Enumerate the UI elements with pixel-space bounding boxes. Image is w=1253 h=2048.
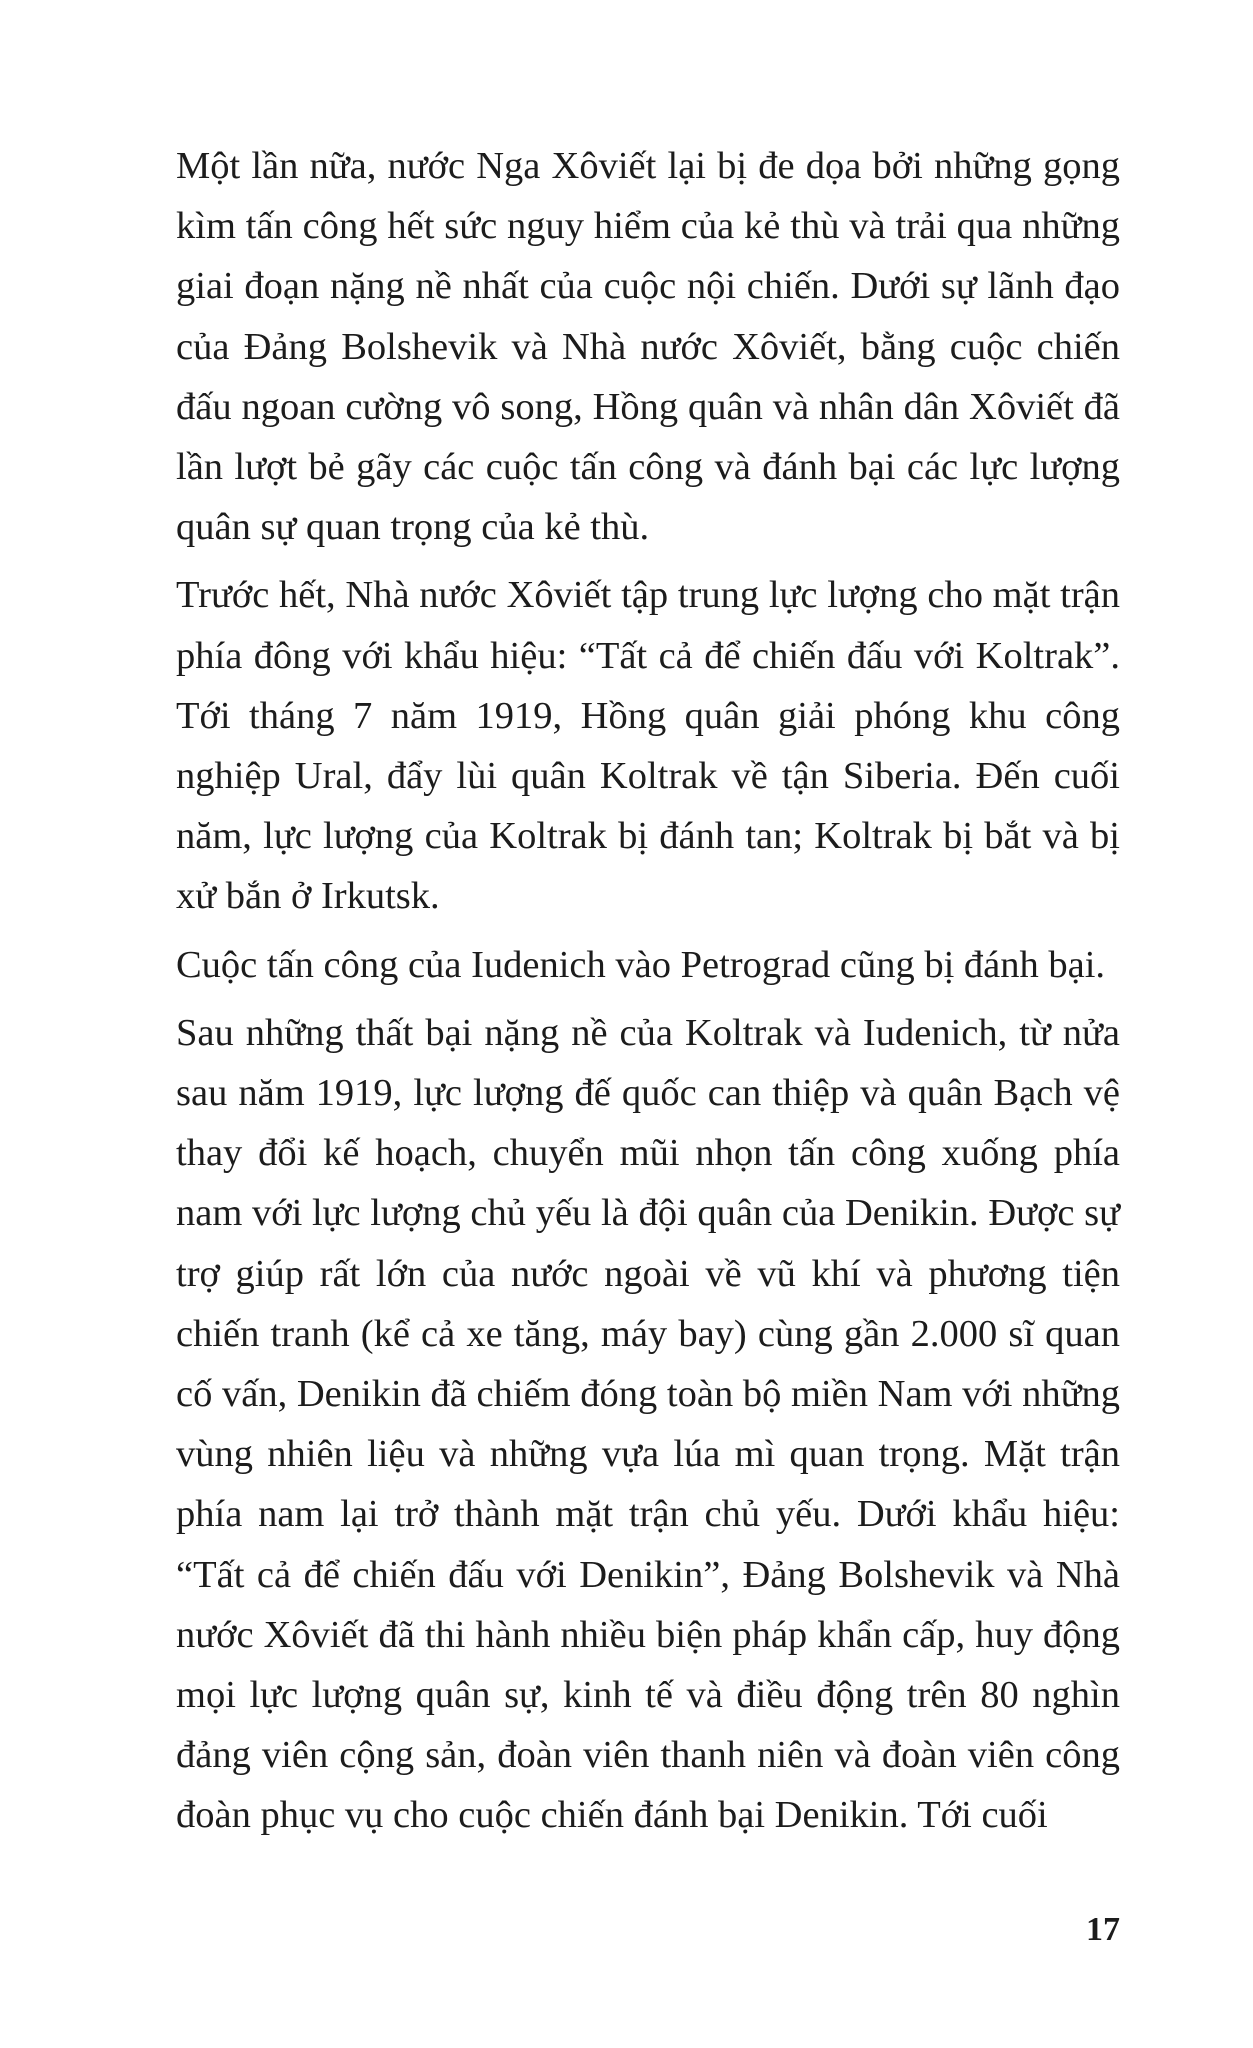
body-text — [176, 136, 1120, 1854]
paragraph-4: Sau những thất bại nặng nề của Koltrak và Iudenich, từ nửa sau năm 1919, lực lượng đế quốc can thiệp và quân Bạch vệ thay đổi kế hoạch, chuyển mũi nhọn tấn công xuống phía nam với lực lượng chủ yếu là đội quân của Denikin. Được sự trợ giúp rất lớn của nước ngoài về vũ khí và phương tiện chiến tranh (kể cả xe tăng, máy bay) cùng gần 2.000 sĩ quan cố vấn, Denikin đã chiếm đóng toàn bộ miền Nam với những vùng nhiên liệu và những vựa lúa mì quan trọng. Mặt trận phía nam lại trở thành mặt trận chủ yếu. Dưới khẩu hiệu: “Tất cả để chiến đấu với Denikin”, Đảng Bolshevik và Nhà nước Xôviết đã thi hành nhiều biện pháp khẩn cấp, huy động mọi lực lượng quân sự, kinh tế và điều động trên 80 nghìn đảng viên cộng sản, đoàn viên thanh niên và đoàn viên công đoàn phục vụ cho cuộc chiến đánh bại Denikin. Tới cuối — [176, 1011, 1120, 1837]
page-number: 17 — [1086, 1911, 1120, 1948]
paragraph-2: Trước hết, Nhà nước Xôviết tập trung lực lượng cho mặt trận phía đông với khẩu hiệu: “Tất cả để chiến đấu với Koltrak”. Tới tháng 7 năm 1919, Hồng quân giải phóng khu công nghiệp Ural, đẩy lùi quân Koltrak về tận Siberia. Đến cuối năm, lực lượng của Koltrak bị đánh tan; Koltrak bị bắt và bị xử bắn ở Irkutsk. — [176, 574, 1120, 918]
paragraph-1: Một lần nữa, nước Nga Xôviết lại bị đe dọa bởi những gọng kìm tấn công hết sức nguy hiểm của kẻ thù và trải qua những giai đoạn nặng nề nhất của cuộc nội chiến. Dưới sự lãnh đạo của Đảng Bolshevik và Nhà nước Xôviết, bằng cuộc chiến đấu ngoan cường vô song, Hồng quân và nhân dân Xôviết đã lần lượt bẻ gãy các cuộc tấn công và đánh bại các lực lượng quân sự quan trọng của kẻ thù. — [176, 145, 1120, 549]
paragraph-3: Cuộc tấn công của Iudenich vào Petrograd cũng bị đánh bại. — [176, 943, 1106, 986]
